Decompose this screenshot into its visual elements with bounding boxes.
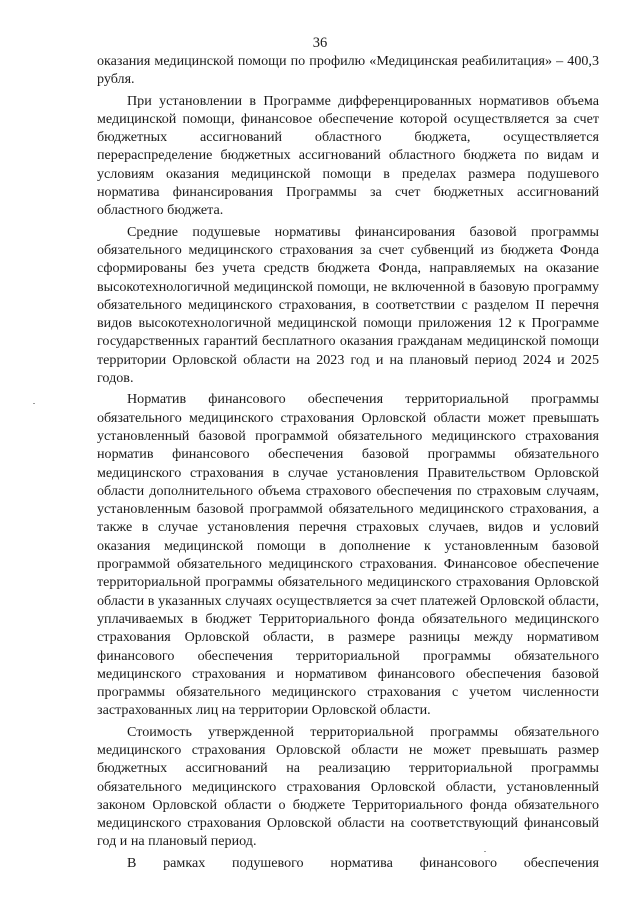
paragraph-trailing: В рамках подушевого норматива финансового обеспечения bbox=[127, 854, 599, 871]
paragraph-budget-redistribution: При установлении в Программе дифференцированных нормативов объема медицинской помощи, финансовое обеспечение которой осуществляется за счет бюджетных ассигнований областного бюджета, осуществляется перераспределение бюджетных ассигнований областного бюджета по видам и условиям оказания медицинской помощи в пределах размера подушевого норматива финансирования Программы за счет бюджетных ассигнований областного бюджета. bbox=[97, 92, 599, 219]
paragraph-continuation: оказания медицинской помощи по профилю «Медицинская реабилитация» – 400,3 рубля. bbox=[97, 53, 599, 88]
paragraph-program-cost: Стоимость утвержденной территориальной программы обязательного медицинского страхования Орловской области не может превышать размер бюджетных ассигнований на реализацию территориальной программы обязательного медицинского страхования Орловской области, установленный законом Орловской области о бюджете Территориального фонда обязательного медицинского страхования Орловской области на соответствующий финансовый год и на плановый период. bbox=[97, 723, 599, 850]
document-body bbox=[97, 52, 599, 872]
paragraph-financing-standard: Норматив финансового обеспечения территориальной программы обязательного медицинского страхования Орловской области может превышать установленный базовой программой обязательного медицинского страхования норматив финансового обеспечения базовой программы обязательного медицинского страхования в случае установления Правительством Орловской области дополнительного объема страхового обеспечения по страховым случаям, установленным базовой программой обязательного медицинского страхования, а также в случае установления перечня страховых случаев, видов и условий оказания медицинской помощи в дополнение к установленным базовой программой обязательного медицинского страхования. Финансовое обеспечение территориальной программы обязательного медицинского страхования Орловской области в указанных случаях осуществляется за счет платежей Орловской области, уплачиваемых в бюджет Территориального фонда обязательного медицинского страхования Орловской области, в размере разницы между нормативом финансового обеспечения территориальной программы обязательного медицинского страхования и нормативом финансового обеспечения базовой программы обязательного медицинского страхования с учетом численности застрахованных лиц на территории Орловской области. bbox=[97, 391, 599, 719]
scan-speck bbox=[33, 403, 35, 404]
scan-speck bbox=[484, 851, 486, 852]
page-number: 36 bbox=[312, 35, 328, 51]
paragraph-per-capita-standards: Средние подушевые нормативы финансирования базовой программы обязательного медицинского страхования за счет субвенций из бюджета Фонда сформированы без учета средств бюджета Фонда, направляемых на оказание высокотехнологичной медицинской помощи, не включенной в базовую программу обязательного медицинского страхования, в соответствии с разделом II перечня видов высокотехнологичной медицинской помощи приложения 12 к Программе государственных гарантий бесплатного оказания гражданам медицинской помощи территории Орловской области на 2023 год и на плановый период 2024 и 2025 годов. bbox=[97, 223, 599, 387]
